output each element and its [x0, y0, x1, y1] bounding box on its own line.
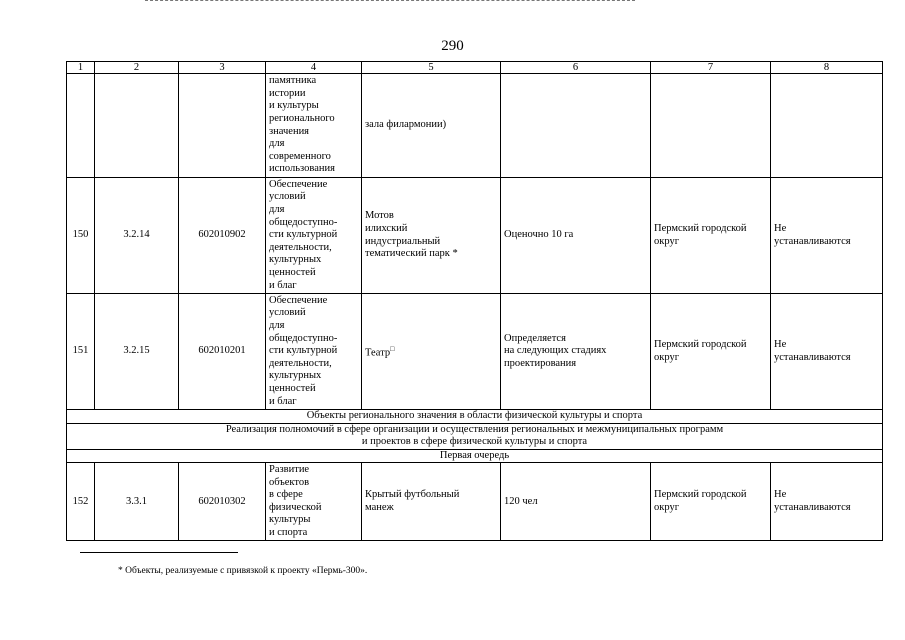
- page-number: 290: [441, 38, 464, 54]
- cell-purpose: Развитие объектов в сфере физической культуры и спорта: [266, 463, 362, 541]
- cell-code: 3.2.15: [95, 294, 179, 410]
- top-edge-line: [145, 0, 635, 1]
- column-header: 4: [266, 62, 362, 74]
- cell-location: Пермский городской округ: [651, 178, 771, 294]
- footnote-separator: [80, 552, 238, 553]
- column-header: 3: [179, 62, 266, 74]
- cell-code: 3.2.14: [95, 178, 179, 294]
- stage-header-row: [67, 449, 883, 463]
- cell-capacity: Определяется на следующих стадиях проектирования: [501, 294, 651, 410]
- cell-zones: Не устанавливаются: [771, 463, 883, 541]
- column-header: 6: [501, 62, 651, 74]
- theater-mark: □: [390, 344, 395, 353]
- column-number-row: [67, 62, 883, 74]
- table-row: [67, 294, 883, 410]
- cell-number: 151: [67, 294, 95, 410]
- cell-capacity: 120 чел: [501, 463, 651, 541]
- column-header: 2: [95, 62, 179, 74]
- section-header-row: [67, 410, 883, 424]
- section-header: Объекты регионального значения в области физической культуры и спорта: [67, 410, 883, 424]
- footnote: * Объекты, реализуемые с привязкой к проекту «Пермь-300».: [118, 566, 368, 576]
- cell-id: 602010201: [179, 294, 266, 410]
- column-header: 8: [771, 62, 883, 74]
- cell-id: 602010302: [179, 463, 266, 541]
- column-header: 1: [67, 62, 95, 74]
- column-header: 7: [651, 62, 771, 74]
- cell-purpose: Обеспечение условий для общедоступно- сти культурной деятельности, культурных ценностей и благ: [266, 178, 362, 294]
- cell-name: Театр□: [362, 294, 501, 410]
- program-header: Реализация полномочий в сфере организации и осуществления региональных и межмуниципальных программ и проектов в сфере физической культуры и спорта: [67, 423, 883, 449]
- objects-table: [66, 61, 883, 541]
- cell-name: зала филармонии): [362, 74, 501, 178]
- table-row: [67, 463, 883, 541]
- table-row: [67, 178, 883, 294]
- table-row-continuation: [67, 74, 883, 178]
- cell-id: 602010902: [179, 178, 266, 294]
- cell-zones: Не устанавливаются: [771, 178, 883, 294]
- cell-number: 150: [67, 178, 95, 294]
- program-header-row: [67, 423, 883, 449]
- cell-purpose: Обеспечение условий для общедоступно- сти культурной деятельности, культурных ценностей и благ: [266, 294, 362, 410]
- column-header: 5: [362, 62, 501, 74]
- cell-number: 152: [67, 463, 95, 541]
- cell-capacity: Оценочно 10 га: [501, 178, 651, 294]
- cell-location: Пермский городской округ: [651, 294, 771, 410]
- cell-name: Мотов илихский индустриальный тематический парк *: [362, 178, 501, 294]
- cell-location: Пермский городской округ: [651, 463, 771, 541]
- cell-zones: Не устанавливаются: [771, 294, 883, 410]
- cell-purpose: памятника истории и культуры регионального значения для современного использования: [266, 74, 362, 178]
- stage-header: Первая очередь: [67, 449, 883, 463]
- cell-name: Крытый футбольный манеж: [362, 463, 501, 541]
- cell-code: 3.3.1: [95, 463, 179, 541]
